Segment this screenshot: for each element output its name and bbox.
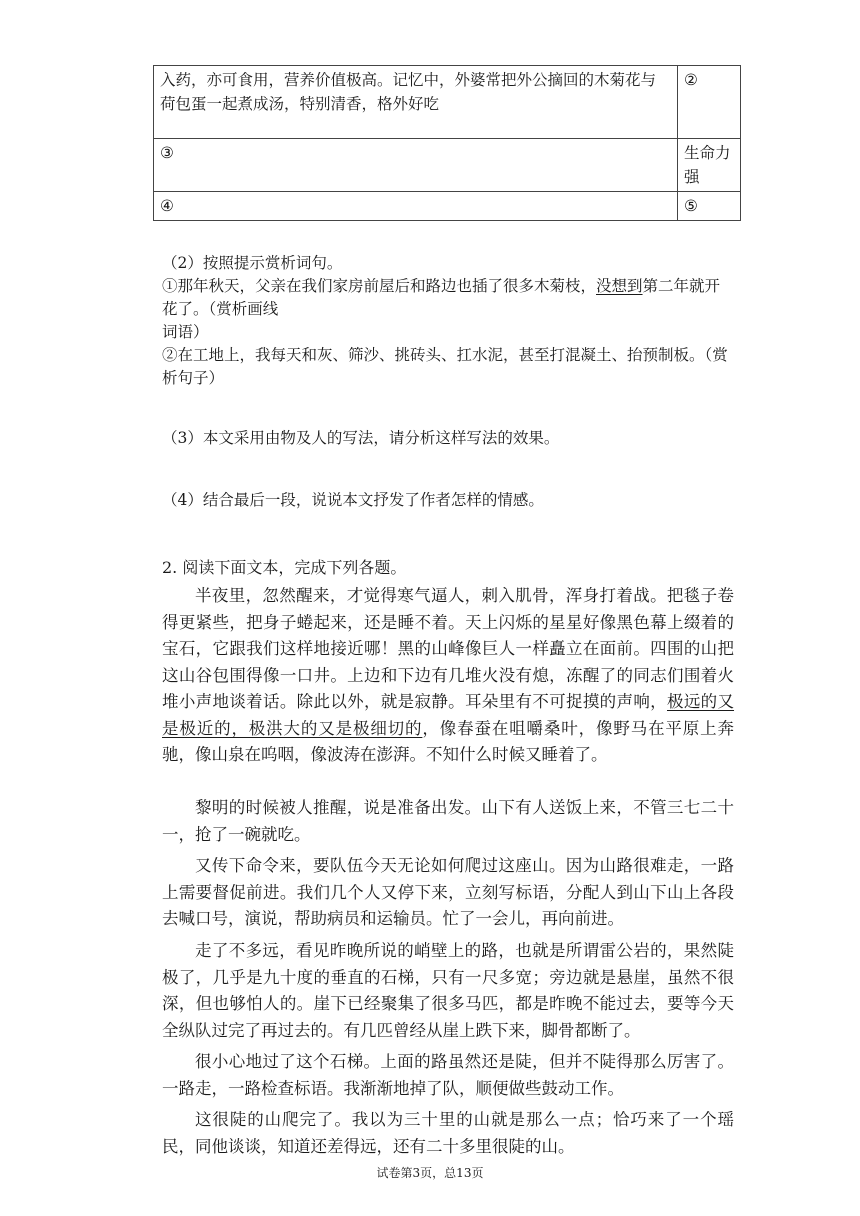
passage-paragraph-1 xyxy=(162,583,734,769)
passage-paragraph-6: 这很陡的山爬完了。我以为三十里的山就是那么一点；恰巧来了一个瑶民，同他谈谈，知道还差得远，还有二十多里很陡的山。 xyxy=(162,1110,734,1156)
table-cell: ④ xyxy=(154,192,678,221)
question-2-item-1-tail: 词语） xyxy=(162,323,209,341)
question-2-item-2: ②在工地上，我每天和灰、筛沙、挑砖头、扛水泥，甚至打混凝土、抬预制板。（赏析句子） xyxy=(162,346,728,387)
table-cell: 生命力强 xyxy=(678,139,741,192)
paragraph-text: ，像春蚕在咀嚼桑叶，像野马在平原上奔驰，像山泉在呜咽，像波涛在澎湃。不知什么时候又睡着了。 xyxy=(162,718,734,764)
answer-table xyxy=(153,65,741,221)
section-2-heading: 2. 阅读下面文本，完成下列各题。 xyxy=(162,558,407,577)
passage-paragraph-2: 黎明的时候被人推醒，说是准备出发。山下有人送饭上来，不管三七二十一，抢了一碗就吃。 xyxy=(162,798,734,844)
page-footer: 试卷第3页，总13页 xyxy=(376,1166,484,1180)
paragraph-text: 半夜里，忽然醒来，才觉得寒气逼人，刺入肌骨，浑身打着战。把毯子卷得更紧些，把身子蜷起来，还是睡不着。天上闪烁的星星好像黑色幕上缀着的宝石，它跟我们这样地接近哪！黑的山峰像巨人一样矗立在面前。四围的山把这山谷包围得像一口井。上边和下边有几堆火没有熄，冻醒了的同志们围着火堆小声地谈着话。除此以外，就是寂静。耳朵里有不可捉摸的声响， xyxy=(162,586,734,711)
item-text: ①那年秋天，父亲在我们家房前屋后和路边也插了很多木菊枝， xyxy=(162,277,597,295)
passage-paragraph-3: 又传下命令来，要队伍今天无论如何爬过这座山。因为山路很难走，一路上需要督促前进。我们几个人又停下来，立刻写标语，分配人到山下山上各段去喊口号，演说，帮助病员和运输员。忙了一会儿，再向前进。 xyxy=(162,856,734,928)
table-cell: ⑤ xyxy=(678,192,741,221)
underlined-word: 没想到 xyxy=(596,277,643,295)
table-cell: 入药，亦可食用，营养价值极高。记忆中，外婆常把外公摘回的木菊花与荷包蛋一起煮成汤，特别清香，格外好吃 xyxy=(154,66,678,139)
question-3: （3）本文采用由物及人的写法，请分析这样写法的效果。 xyxy=(162,429,560,447)
passage-paragraph-4: 走了不多远，看见昨晚所说的峭壁上的路，也就是所谓雷公岩的，果然陡极了，几乎是九十度的垂直的石梯，只有一尺多宽；旁边就是悬崖，虽然不很深，但也够怕人的。崖下已经聚集了很多马匹，都是昨晚不能过去，要等今天全纵队过完了再过去的。有几匹曾经从崖上跌下来，脚骨都断了。 xyxy=(162,941,734,1040)
underlined-phrase: 极远的又是极近的，极洪大的又是极细切的 xyxy=(162,692,735,738)
table-cell: ② xyxy=(678,66,741,139)
question-2-heading: （2）按照提示赏析词句。 xyxy=(162,254,343,272)
passage-paragraph-5: 很小心地过了这个石梯。上面的路虽然还是陡，但并不陡得那么厉害了。一路走，一路检查标语。我渐渐地掉了队，顺便做些鼓动工作。 xyxy=(162,1052,734,1098)
question-4: （4）结合最后一段，说说本文抒发了作者怎样的情感。 xyxy=(162,491,544,509)
table-cell: ③ xyxy=(154,139,678,192)
item-text: 第二年就开花了。（赏析画线 xyxy=(162,277,721,318)
question-2-item-1 xyxy=(162,275,732,321)
